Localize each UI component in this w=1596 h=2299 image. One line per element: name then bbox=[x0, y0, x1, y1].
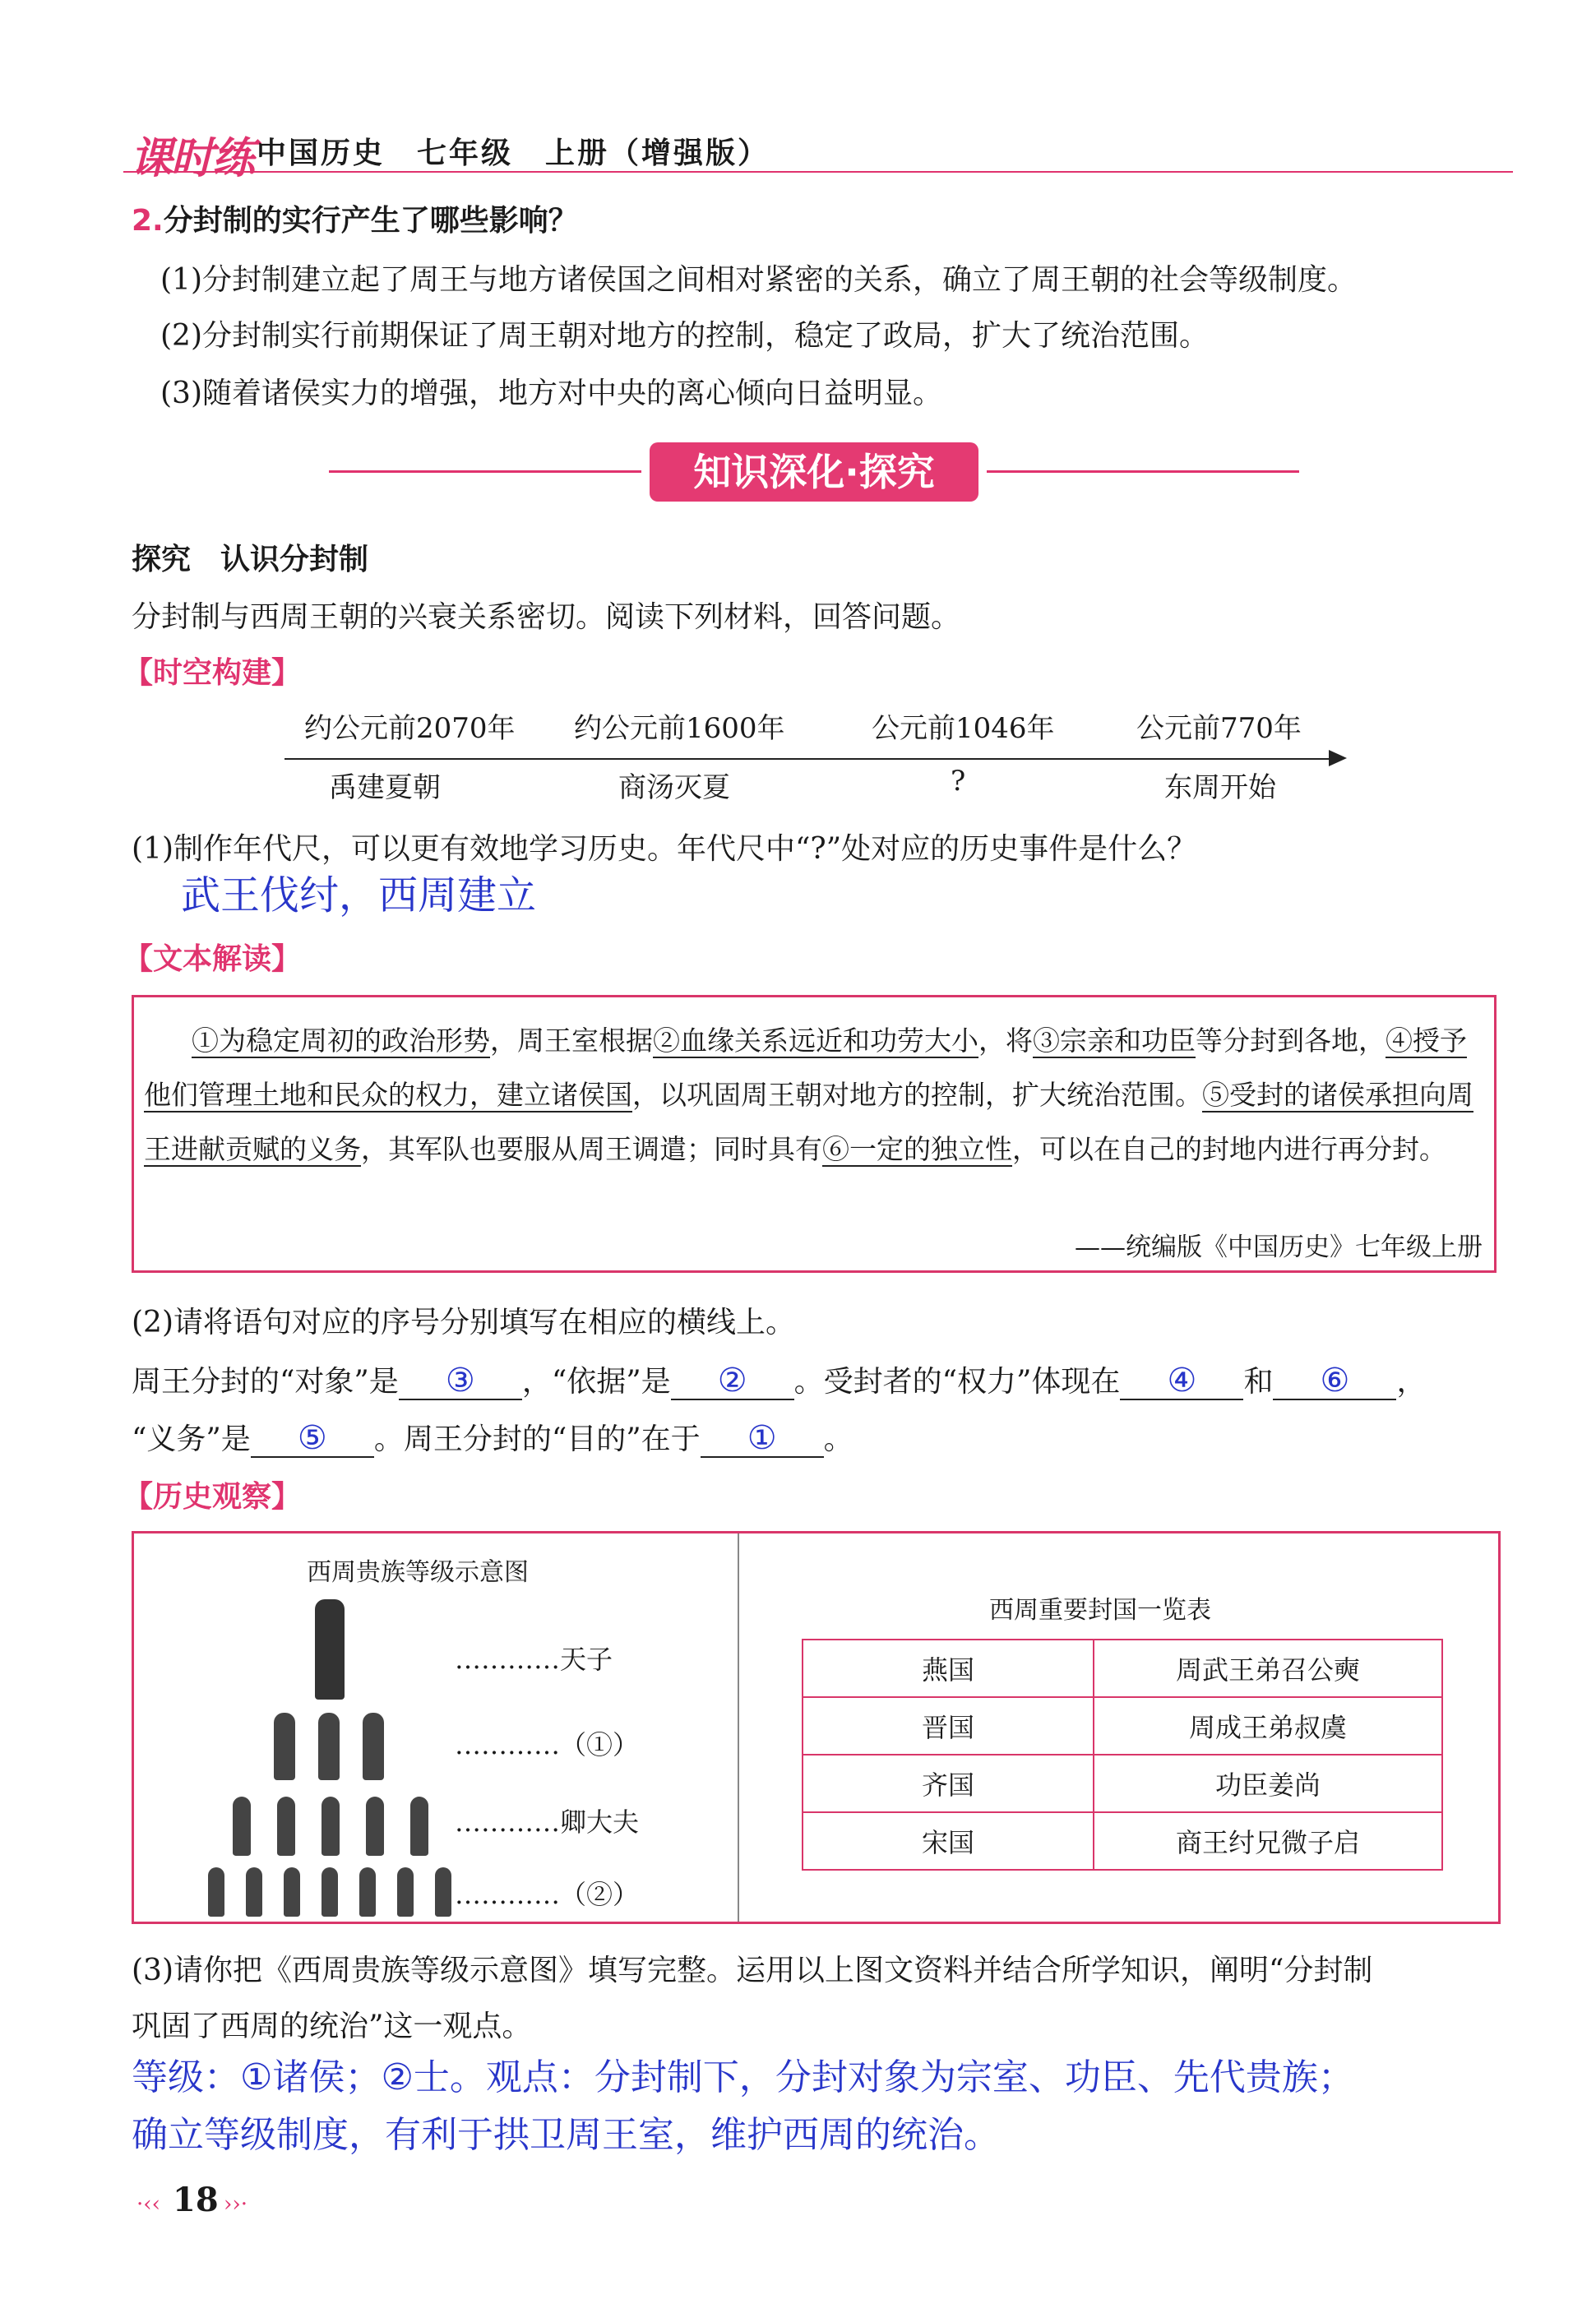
fief-table bbox=[802, 1639, 1443, 1871]
timeline-axis bbox=[285, 758, 1337, 760]
noble-figure bbox=[233, 1797, 251, 1856]
level-2: …………（①） bbox=[455, 1729, 640, 1760]
timeline-event-1: 禹建夏朝 bbox=[329, 771, 441, 804]
level-1: …………天子 bbox=[455, 1644, 613, 1675]
reading-box bbox=[132, 995, 1497, 1273]
timeline-event-4: 东周开始 bbox=[1164, 771, 1276, 804]
table-row: 晋国 周成王弟叔虞 bbox=[803, 1697, 1442, 1755]
level-4: …………（②） bbox=[455, 1879, 640, 1910]
q2-item-1: (1)分封制建立起了周王与地方诸侯国之间相对紧密的关系，确立了周王朝的社会等级制度。 bbox=[160, 263, 1357, 297]
section-banner: 知识深化·探究 bbox=[650, 442, 978, 502]
timeline-date-2: 约公元前1600年 bbox=[574, 712, 785, 745]
q3-line-1: (3)请你把《西周贵族等级示意图》填写完整。运用以上图文资料并结合所学知识，阐明“分封制 bbox=[132, 1954, 1373, 1987]
noble-figure bbox=[318, 1713, 340, 1780]
blank-object: ③ bbox=[399, 1362, 522, 1400]
explore-title: 探究 认识分封制 bbox=[132, 543, 369, 576]
noble-figure bbox=[322, 1797, 340, 1856]
box-divider bbox=[738, 1533, 739, 1922]
blank-duty: ⑤ bbox=[251, 1420, 374, 1458]
page-ornament-left: ·‹‹ bbox=[136, 2192, 161, 2217]
q3-answer-2: 确立等级制度，有利于拱卫周王室，维护西周的统治。 bbox=[132, 2114, 1000, 2156]
fill-line-1: 周王分封的“对象”是 ③ ，“依据”是 ② 。受封者的“权力”体现在 ④ 和 ⑥ ， bbox=[132, 1362, 1427, 1399]
q3-answer-1: 等级：①诸侯；②士。观点：分封制下，分封对象为宗室、功臣、先代贵族； bbox=[132, 2056, 1354, 2098]
brand-logo: 课时练 bbox=[130, 134, 254, 183]
emperor-figure bbox=[315, 1599, 345, 1700]
blank-purpose: ① bbox=[701, 1420, 824, 1458]
noble-figure bbox=[363, 1713, 384, 1780]
tag-timeline: 【时空构建】 bbox=[123, 656, 302, 690]
noble-figure bbox=[397, 1867, 414, 1917]
blank-power-1: ④ bbox=[1120, 1362, 1243, 1400]
question-2 bbox=[132, 197, 578, 239]
blank-basis: ② bbox=[671, 1362, 794, 1400]
pyramid-title: 西周贵族等级示意图 bbox=[307, 1558, 529, 1587]
q3-line-2: 巩固了西周的统治”这一观点。 bbox=[132, 2010, 532, 2043]
timeline-arrow-icon bbox=[1329, 750, 1347, 766]
noble-figure bbox=[277, 1797, 295, 1856]
noble-figure bbox=[435, 1867, 451, 1917]
reading-source: ——统编版《中国历史》七年级上册 bbox=[1075, 1233, 1483, 1262]
timeline-event-3: ? bbox=[951, 765, 966, 798]
noble-figure bbox=[284, 1867, 300, 1917]
tag-reading: 【文本解读】 bbox=[123, 942, 302, 976]
q2fill-text: (2)请将语句对应的序号分别填写在相应的横线上。 bbox=[132, 1306, 795, 1339]
timeline-date-3: 公元前1046年 bbox=[872, 712, 1055, 745]
table-row: 齐国 功臣姜尚 bbox=[803, 1755, 1442, 1812]
table-row: 宋国 商王纣兄微子启 bbox=[803, 1812, 1442, 1870]
blank-power-2: ⑥ bbox=[1273, 1362, 1396, 1400]
timeline-date-4: 公元前770年 bbox=[1136, 712, 1302, 745]
table-title: 西周重要封国一览表 bbox=[989, 1596, 1211, 1625]
q1-answer: 武王伐纣，西周建立 bbox=[181, 872, 537, 918]
observe-box bbox=[132, 1531, 1501, 1924]
reading-text: ①为稳定周初的政治形势，周王室根据②血缘关系远近和功劳大小，将③宗亲和功臣等分封到各地，④授予他们管理土地和民众的权力，建立诸侯国，以巩固周王朝对地方的控制，扩大统治范围。⑤受封的诸侯承担向周王进献贡赋的义务，其军队也要服从周王调遣；同时具有⑥一定的独立性，可以在自己的封地内进行再分封。 bbox=[144, 1025, 1473, 1165]
page-ornament-right: ››· bbox=[224, 2192, 248, 2217]
level-3: …………卿大夫 bbox=[455, 1806, 640, 1838]
header-divider bbox=[123, 171, 1513, 173]
noble-figure bbox=[410, 1797, 428, 1856]
question-text: 分封制的实行产生了哪些影响？ bbox=[163, 204, 578, 238]
noble-figure bbox=[359, 1867, 376, 1917]
banner-line-right bbox=[987, 470, 1299, 473]
q2-item-2: (2)分封制实行前期保证了周王朝对地方的控制，稳定了政局，扩大了统治范围。 bbox=[160, 319, 1209, 353]
tag-observe: 【历史观察】 bbox=[123, 1480, 302, 1514]
fill-line-2: “义务”是 ⑤ 。周王分封的“目的”在于 ① 。 bbox=[132, 1419, 854, 1457]
noble-figure bbox=[366, 1797, 384, 1856]
explore-intro: 分封制与西周王朝的兴衰关系密切。阅读下列材料，回答问题。 bbox=[132, 600, 961, 634]
q1-text: (1)制作年代尺，可以更有效地学习历史。年代尺中“?”处对应的历史事件是什么？ bbox=[132, 832, 1197, 866]
noble-figure bbox=[322, 1867, 338, 1917]
page-number: 18 bbox=[173, 2181, 219, 2219]
noble-figure bbox=[274, 1713, 295, 1780]
q2-item-3: (3)随着诸侯实力的增强，地方对中央的离心倾向日益明显。 bbox=[160, 377, 942, 410]
timeline-event-2: 商汤灭夏 bbox=[618, 771, 730, 804]
noble-figure bbox=[208, 1867, 224, 1917]
table-row: 燕国 周武王弟召公奭 bbox=[803, 1640, 1442, 1697]
timeline-date-1: 约公元前2070年 bbox=[304, 712, 516, 745]
banner-line-left bbox=[329, 470, 641, 473]
book-title: 中国历史 七年级 上册（增强版） bbox=[257, 136, 770, 170]
noble-figure bbox=[246, 1867, 262, 1917]
question-number: 2. bbox=[132, 204, 164, 238]
